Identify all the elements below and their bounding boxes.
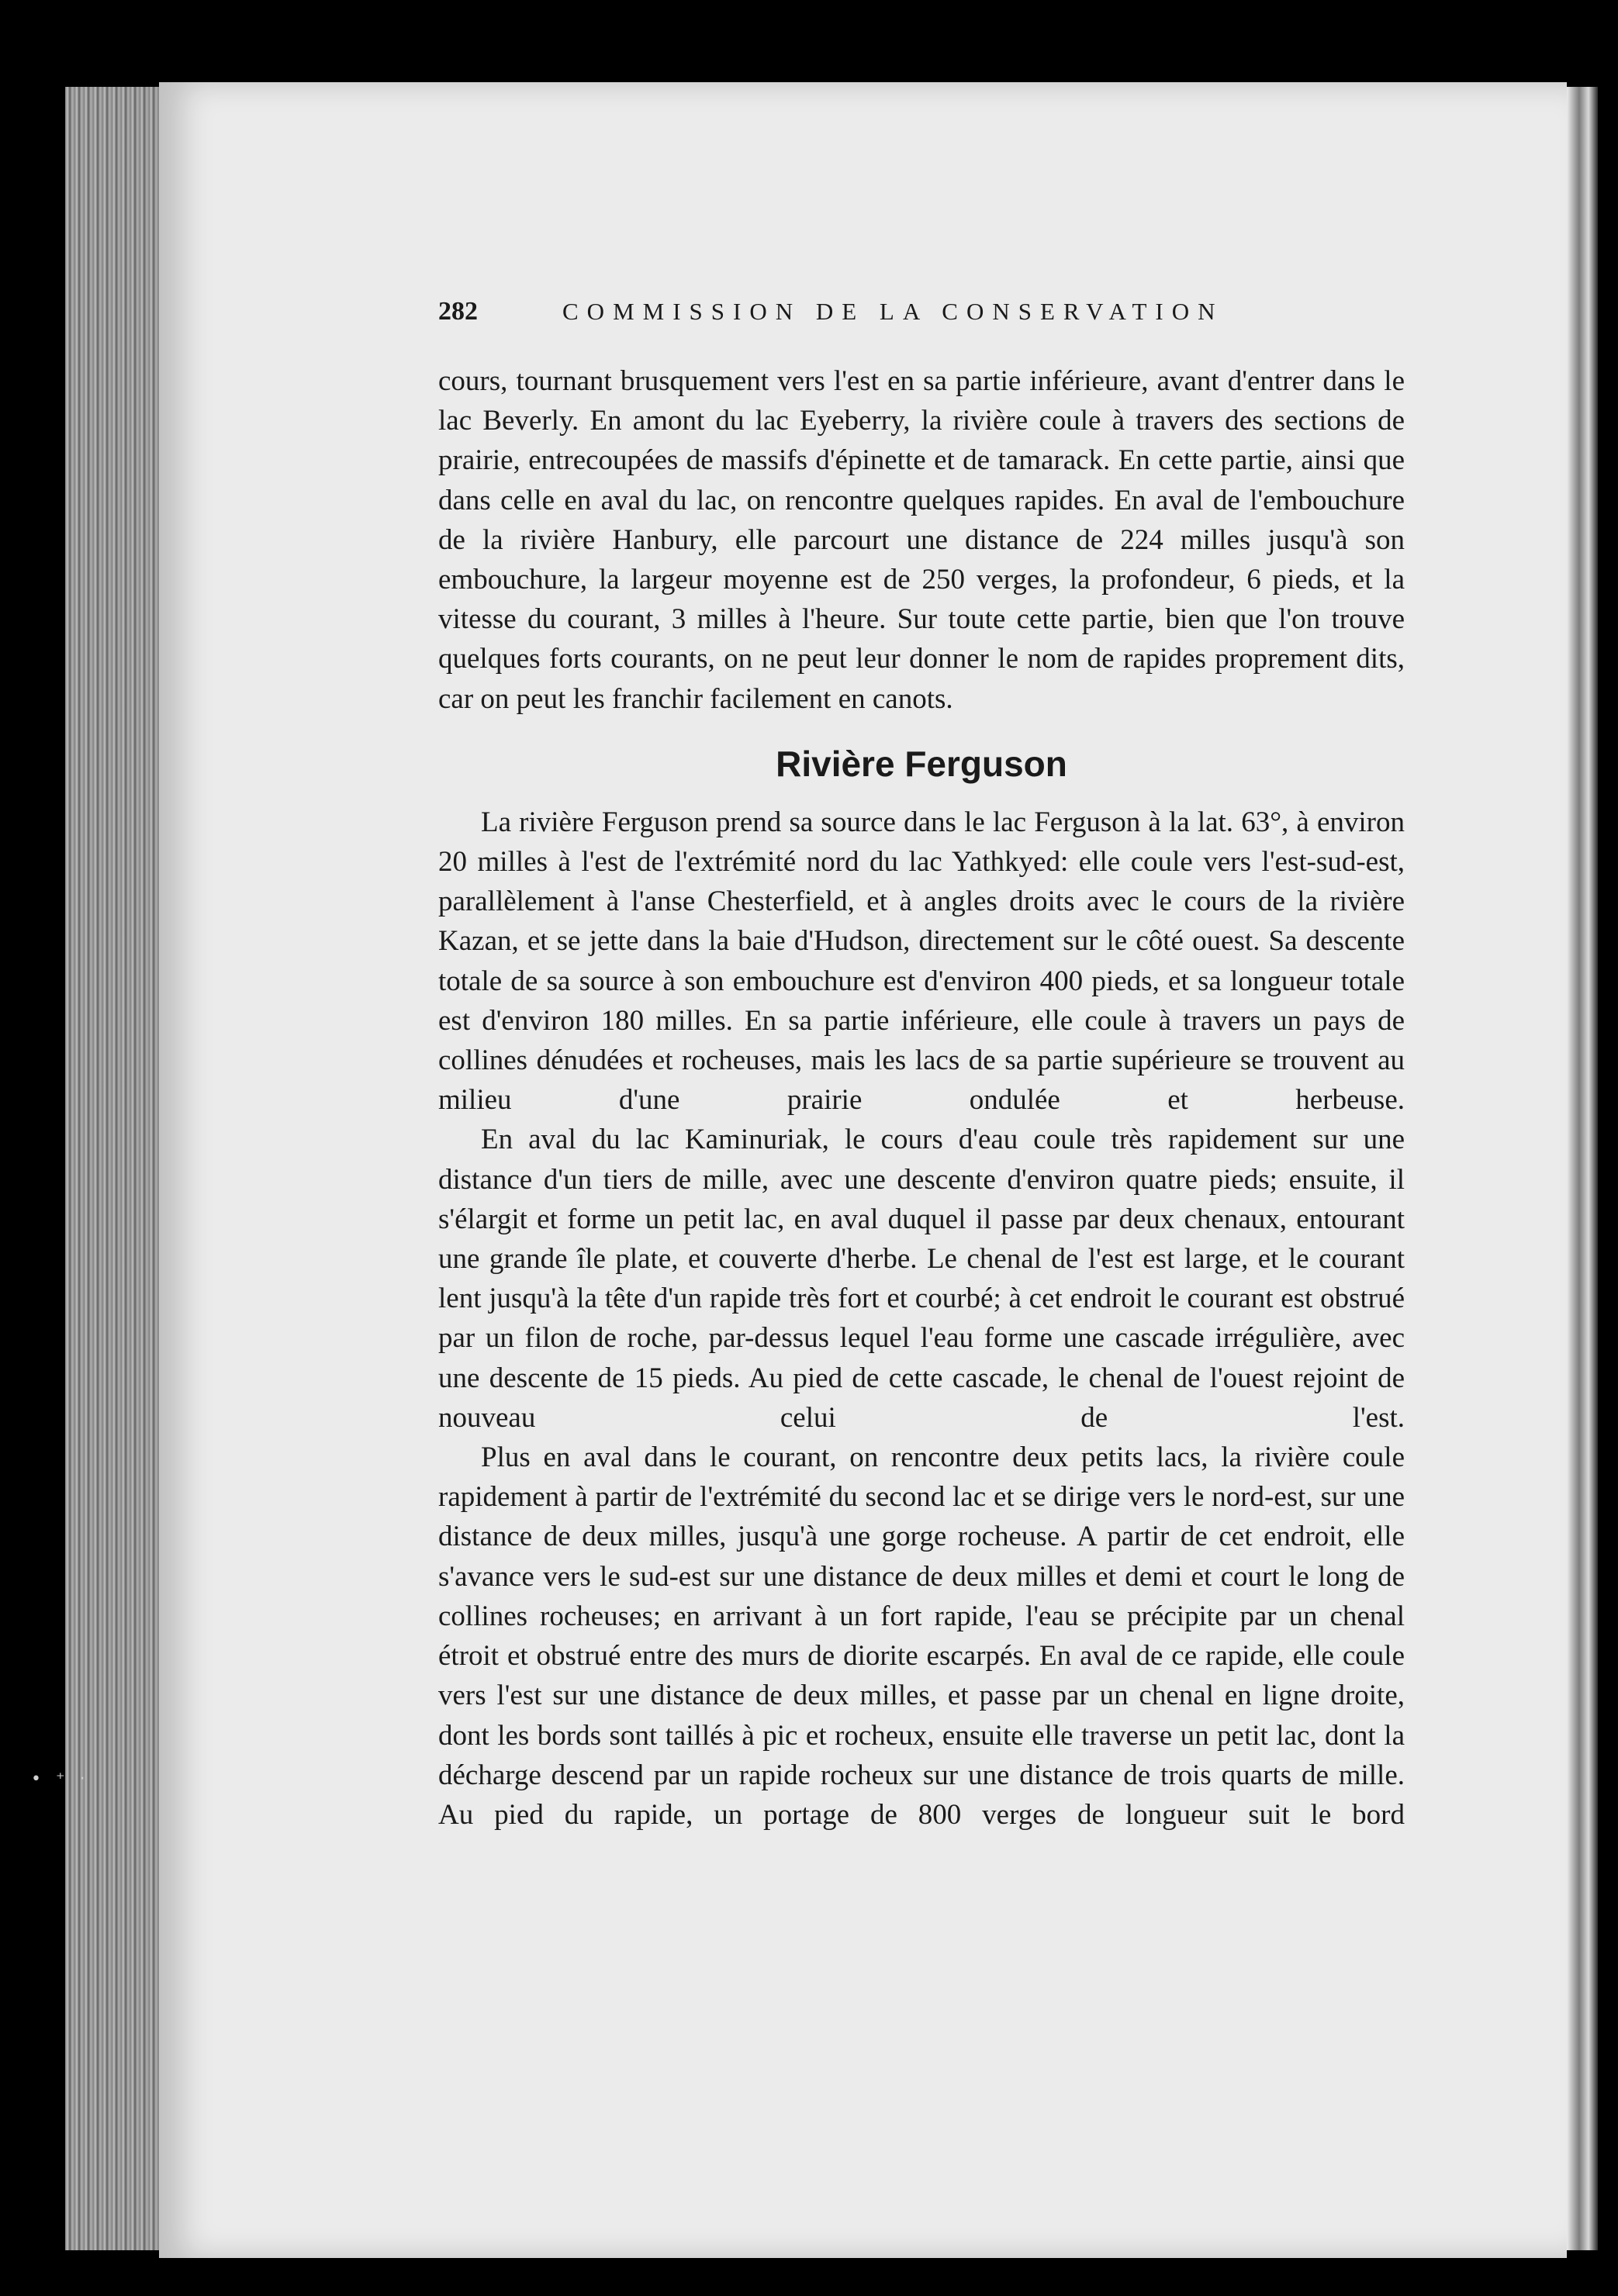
paragraph-3: Plus en aval dans le courant, on rencontre deux petits lacs, la rivière coule rapidement à partir de l'extrémité du second lac et se dirige vers le nord-est, sur une distance de deux milles, jusqu'à une gorge rocheuse. A partir de cet endroit, elle s'avance vers le sud-est sur une distance de deux milles et demi et court le long de collines rocheuses; en arrivant à un fort rapide, l'eau se précipite par un chenal étroit et obstrué entre des murs de diorite escarpés. En aval de ce rapide, elle coule vers l'est sur une distance de deux milles, et passe par un chenal en ligne droite, dont les bords sont taillés à pic et rocheux, ensuite elle traverse un petit lac, dont la décharge descend par un rapide rocheux sur une distance de trois quarts de mille. Au pied du rapide, un portage de 800 verges de longueur suit le bord: [438, 1441, 1405, 1831]
paragraph-1: La rivière Ferguson prend sa source dans le lac Ferguson à la lat. 63°, à environ 20 milles à l'est de l'extrémité nord du lac Yathkyed: elle coule vers l'est-sud-est, parallèlement à l'anse Chesterfield, et à angles droits avec le cours de la rivière Kazan, et se jette dans la baie d'Hudson, directement sur le côté ouest. Sa descente totale de sa source à son embouchure est d'environ 400 pieds, et sa longueur totale est d'environ 180 milles. En sa partie inférieure, elle coule à travers un pays de collines dénudées et rocheuses, mais les lacs de sa partie supérieure se trouvent au milieu d'une prairie ondulée et herbeuse.: [438, 806, 1405, 1117]
paragraph-2: En aval du lac Kaminuriak, le cours d'eau coule très rapidement sur une distance d'un tiers de mille, avec une descente d'environ quatre pieds; ensuite, il s'élargit et forme un petit lac, en aval duquel il passe par deux chenaux, entourant une grande île plate, et couverte d'herbe. Le chenal de l'est est large, et le courant lent jusqu'à la tête d'un rapide très fort et courbé; à cet endroit le courant est obstrué par un filon de roche, par-dessus lequel l'eau forme une cascade irrégulière, avec une descente de 15 pieds. Au pied de cette cascade, le chenal de l'ouest rejoint de nouveau celui de l'est.: [438, 1124, 1405, 1434]
continuation-paragraph: cours, tournant brusquement vers l'est en sa partie inférieure, avant d'entrer dans le lac Beverly. En amont du lac Eyeberry, la rivière coule à travers des sections de prairie, entrecoupées de massifs d'épinette et de tamarack. En cette partie, ainsi que dans celle en aval du lac, on rencontre quelques rapides. En aval de l'embouchure de la rivière Hanbury, elle parcourt une distance de 224 milles jusqu'à son embouchure, la largeur moyenne est de 250 verges, la profondeur, 6 pieds, et la vitesse du courant, 3 milles à l'heure. Sur toute cette partie, bien que l'on trouve quelques forts courants, on ne peut leur donner le nom de rapides proprement dits, car on peut les franchir facilement en canots.: [438, 365, 1405, 715]
running-header: [438, 288, 1405, 335]
page-number: 282: [438, 297, 478, 326]
scan-specks: • ⁺ ·: [31, 1769, 90, 1789]
running-title: COMMISSION DE LA CONSERVATION: [562, 298, 1224, 325]
section-title: Rivière Ferguson: [776, 743, 1067, 784]
page-content: [438, 288, 1405, 1835]
book-gutter-edge: [1567, 87, 1598, 2250]
